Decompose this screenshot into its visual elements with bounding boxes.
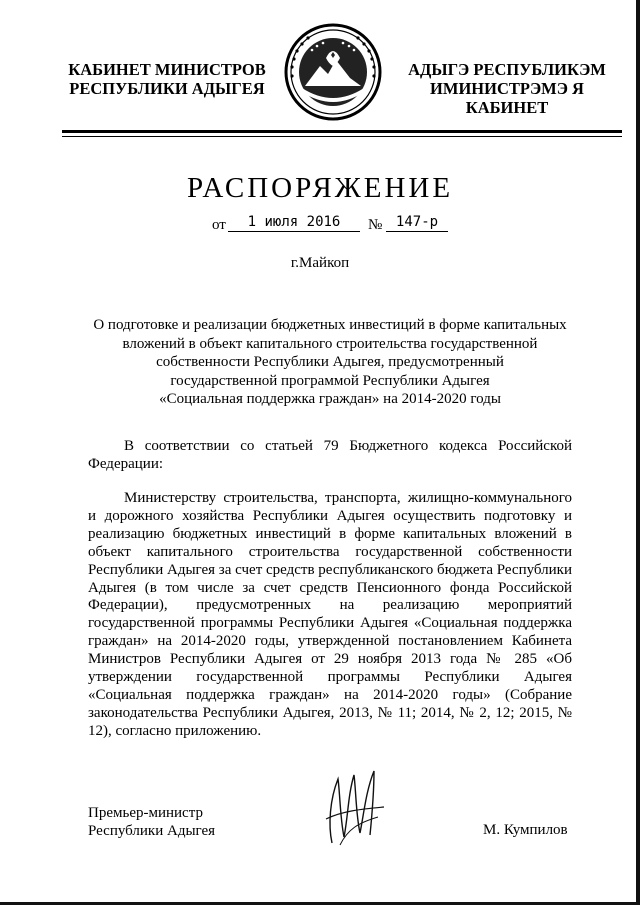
signatory-title bbox=[88, 804, 215, 840]
body-paragraph: Министерству строительства, транспорта, жилищно-коммунального и дорожного хозяйства Республики Адыгея осуществить подготовку и реализацию бюджетных инвестиций в форме капитальных вложений в объект капитального строительства государственной собственности Республики Адыгея за счет средств республиканского бюджета Республики Адыгея (в том числе за счет средств Пенсионного фонда Российской Федерации), предусмотренных на реализацию мероприятий государственной программы Республики Адыгея «Социальная поддержка граждан» на 2014-2020 годы, утвержденной постановлением Кабинета Министров Республики Адыгея от 29 ноября 2013 года № 285 «Об утверждении государственной программы Республики Адыгея «Социальная поддержка граждан» на 2014-2020 годы» (Собрание законодательства Республики Адыгея, 2013, № 11; 2014, № 2, 12; 2015, № 12), согласно приложению. bbox=[88, 490, 572, 739]
city: г.Майкоп bbox=[290, 255, 350, 271]
issuer-line: ИМИНИСТРЭМЭ Я КАБИНЕТ bbox=[430, 79, 584, 117]
issuer-name-russian bbox=[62, 60, 272, 98]
issuer-line: КАБИНЕТ МИНИСТРОВ bbox=[68, 60, 266, 79]
subject-line: собственности Республики Адыгея, предусмотренный bbox=[156, 354, 504, 370]
document-subject bbox=[60, 316, 600, 409]
date-label: от bbox=[212, 217, 226, 233]
subject-line: «Социальная поддержка граждан» на 2014-2020 годы bbox=[159, 391, 501, 407]
issuer-line: АДЫГЭ РЕСПУБЛИКЭМ bbox=[408, 60, 606, 79]
signatory-title-line: Республики Адыгея bbox=[88, 823, 216, 839]
signature-icon bbox=[318, 765, 390, 847]
subject-line: О подготовке и реализации бюджетных инвестиций в форме капитальных bbox=[93, 317, 567, 333]
document-title: РАСПОРЯЖЕНИЕ bbox=[186, 172, 454, 204]
header-divider-thick bbox=[62, 130, 622, 133]
scan-edge-right bbox=[636, 0, 640, 905]
number-label: № bbox=[368, 217, 383, 233]
signatory-name: М. Кумпилов bbox=[483, 822, 568, 838]
date-value: 1 июля 2016 bbox=[228, 214, 360, 232]
coat-of-arms-icon bbox=[280, 22, 386, 122]
signatory-title-line: Премьер-министр bbox=[88, 805, 203, 821]
body-paragraph: В соответствии со статьей 79 Бюджетного кодекса Российской Федерации: bbox=[88, 438, 572, 472]
subject-line: государственной программой Республики Адыгея bbox=[170, 372, 490, 389]
subject-line: вложений в объект капитального строительства государственной bbox=[122, 335, 538, 352]
header-divider-thin bbox=[62, 136, 622, 137]
issuer-line: РЕСПУБЛИКИ АДЫГЕЯ bbox=[69, 79, 265, 98]
number-value: 147-р bbox=[386, 214, 448, 232]
issuer-name-adyghe bbox=[392, 60, 622, 117]
